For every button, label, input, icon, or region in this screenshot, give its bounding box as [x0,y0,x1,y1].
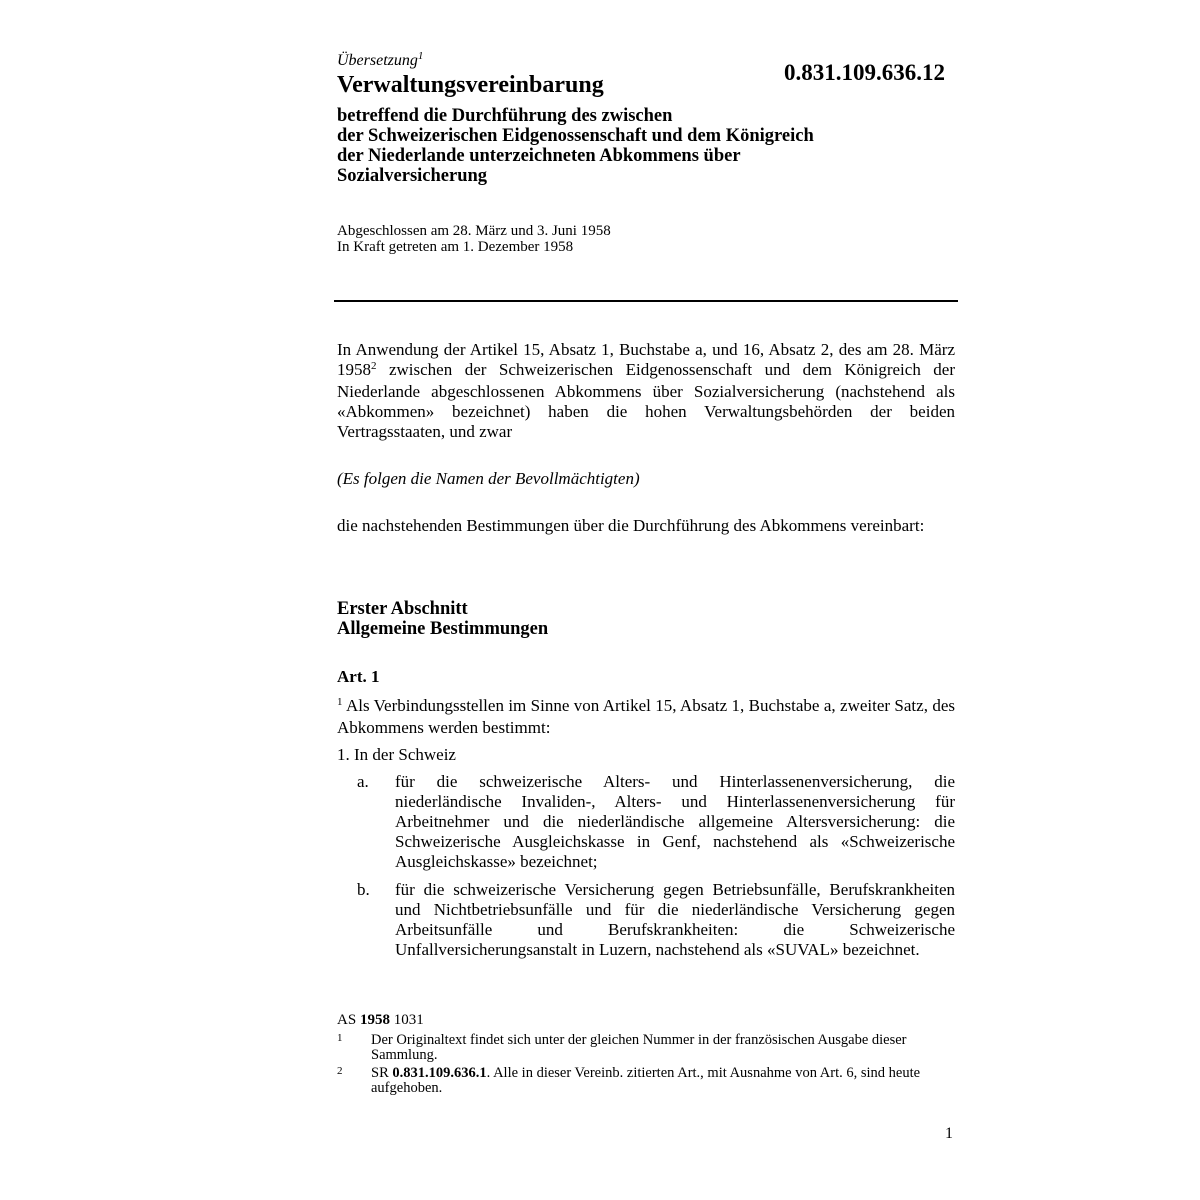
sr-link[interactable]: 0.831.109.636.1 [392,1065,487,1081]
footnote-number: 2 [337,1065,343,1077]
list-item-text: für die schweizerische Versicherung gegen Betriebsunfälle, Berufskrankheiten und Nichtbetriebsunfälle und für die niederländische Versicherung gegen Arbeitsunfälle und Berufskrankheiten: die Schweizerische Unfallversicherungsanstalt in Luzern, nachstehend als «SUVAL» bezeichnet. [395,880,955,959]
document-title: Verwaltungsvereinbarung [337,72,604,98]
subtitle-line: Sozialversicherung [337,166,488,186]
sr-number: 0.831.109.636.12 [784,60,945,85]
translation-label: Übersetzung$^1$ [337,50,424,69]
list-marker: b. [357,880,370,899]
concluded-date: Abgeschlossen am 28. März und 3. Juni 1958 [337,223,611,239]
footnote-text: SR 0.831.109.636.1. Alle in dieser Vereinb. zitierten Art., mit Ausnahme von Art. 6, sind heute aufgehoben. [371,1065,921,1096]
plenipotentiaries-note: (Es folgen die Namen der Bevollmächtigten) [337,469,640,488]
list-item [357,772,955,872]
as-reference: AS 1958 1031 [337,1012,424,1028]
paragraph-number: 1 [337,696,343,708]
document-subtitle [337,106,957,186]
page-number: 1 [945,1125,953,1142]
footnote [337,1033,955,1063]
list-marker: a. [357,772,369,791]
list-item [357,880,955,960]
footnote [337,1066,955,1096]
section-subtitle: Allgemeine Bestimmungen [337,619,549,639]
dates-block [337,223,611,255]
subtitle-line: der Niederlande unterzeichneten Abkommens über [337,146,741,166]
article-heading: Art. 1 [337,667,380,686]
footnote-text: Der Originaltext findet sich unter der gleichen Nummer in der französischen Ausgabe dieser Sammlung. [371,1032,907,1063]
list-item-text: für die schweizerische Alters- und Hinterlassenenversicherung, die niederländische Invaliden-, Alters- und Hinterlassenenversicherung für Arbeitnehmer und die niederländische allgemeine Altersversicherung: die Schweizerische Ausgleichskasse in Genf, nachstehend als «Schweizerische Ausgleichskasse» bezeichnet; [395,772,955,871]
section-heading [337,599,548,639]
footnote-ref-1[interactable]: 1 [417,50,424,62]
header-divider [334,300,958,302]
numbered-item: 1. In der Schweiz [337,745,456,764]
section-title: Erster Abschnitt [337,599,468,619]
footnote-number: 1 [337,1032,343,1044]
subtitle-line: betreffend die Durchführung des zwischen [337,106,673,126]
subtitle-line: der Schweizerischen Eidgenossenschaft und dem Königreich [337,126,814,146]
preamble-outro: die nachstehenden Bestimmungen über die Durchführung des Abkommens vereinbart: [337,516,925,535]
preamble-intro: In Anwendung der Artikel 15, Absatz 1, Buchstabe a, und 16, Absatz 2, des am 28. März 1958$^2$ zwischen der Schweizerischen Eidgenossenschaft und dem Königreich der Niederlande abgeschlossenen Abkommens über Sozialversicherung (nachstehend als «Abkommen» bezeichnet) haben die hohen Verwaltungsbehörden der beiden Vertragsstaaten, und zwar [337,340,955,441]
footnote-ref-2[interactable]: 2 [371,360,377,372]
in-force-date: In Kraft getreten am 1. Dezember 1958 [337,239,574,255]
article-paragraph: $^1$ Als Verbindungsstellen im Sinne von Artikel 15, Absatz 1, Buchstabe a, zweiter Satz, des Abkommens werden bestimmt: [337,696,955,737]
